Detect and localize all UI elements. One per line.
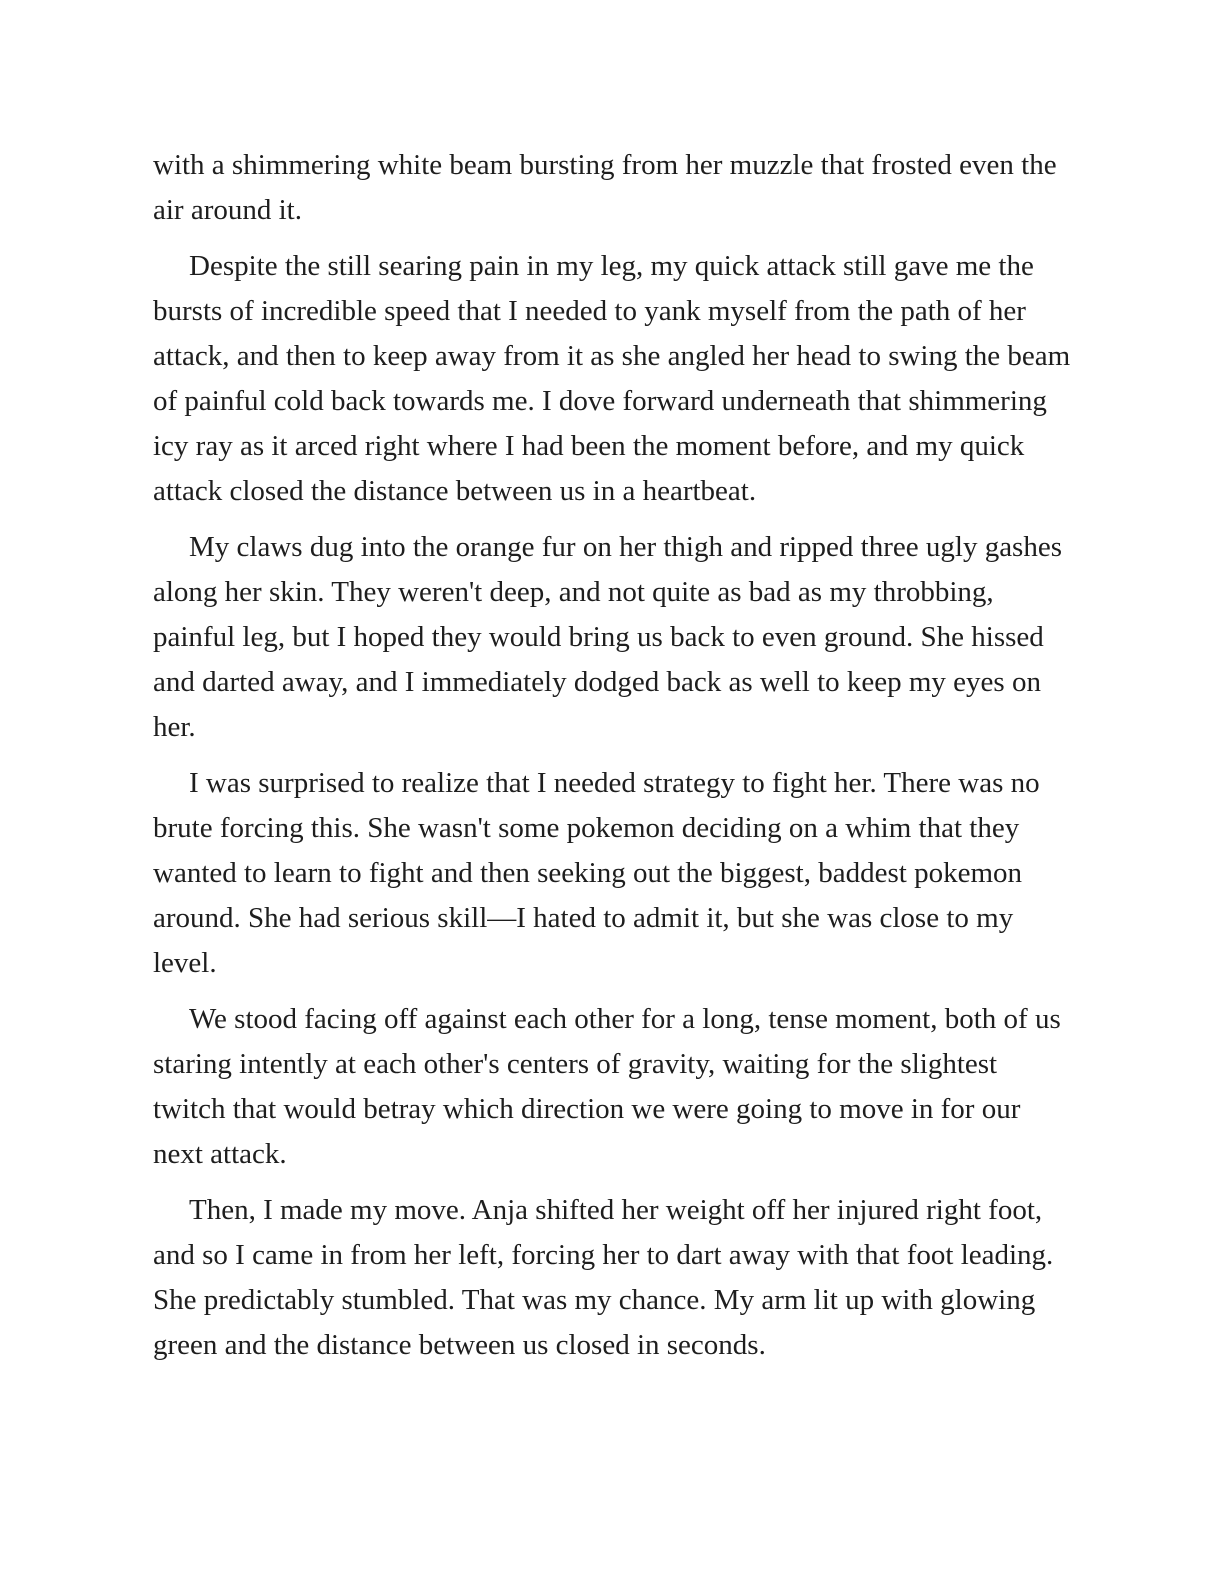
paragraph: Despite the still searing pain in my leg, my quick attack still gave me the bursts of incredible speed that I needed to yank myself from the path of her attack, and then to keep away from it as she angled her head to swing the beam of painful cold back towards me. I dove forward underneath that shimmering icy ray as it arced right where I had been the moment before, and my quick attack closed the distance between us in a heartbeat. [153,250,1071,507]
paragraph: My claws dug into the orange fur on her thigh and ripped three ugly gashes along her skin. They weren't deep, and not quite as bad as my throbbing, painful leg, but I hoped they would bring us back to even ground. She hissed and darted away, and I immediately dodged back as well to keep my eyes on her. [153,531,1063,743]
paragraph: I was surprised to realize that I needed strategy to fight her. There was no brute forcing this. She wasn't some pokemon deciding on a whim that they wanted to learn to fight and then seeking out the biggest, baddest pokemon around. She had serious skill—I hated to admit it, but she was close to my level. [153,767,1040,979]
paragraph: We stood facing off against each other for a long, tense moment, both of us staring intently at each other's centers of gravity, waiting for the slightest twitch that would betray which direction we were going to move in for our next attack. [153,1003,1061,1170]
paragraph: Then, I made my move. Anja shifted her weight off her injured right foot, and so I came in from her left, forcing her to dart away with that foot leading. She predictably stumbled. That was my chance. My arm lit up with glowing green and the distance between us closed in seconds. [153,1194,1054,1361]
paragraph: with a shimmering white beam bursting from her muzzle that frosted even the air around it. [153,149,1057,226]
document-page [153,143,1073,1379]
